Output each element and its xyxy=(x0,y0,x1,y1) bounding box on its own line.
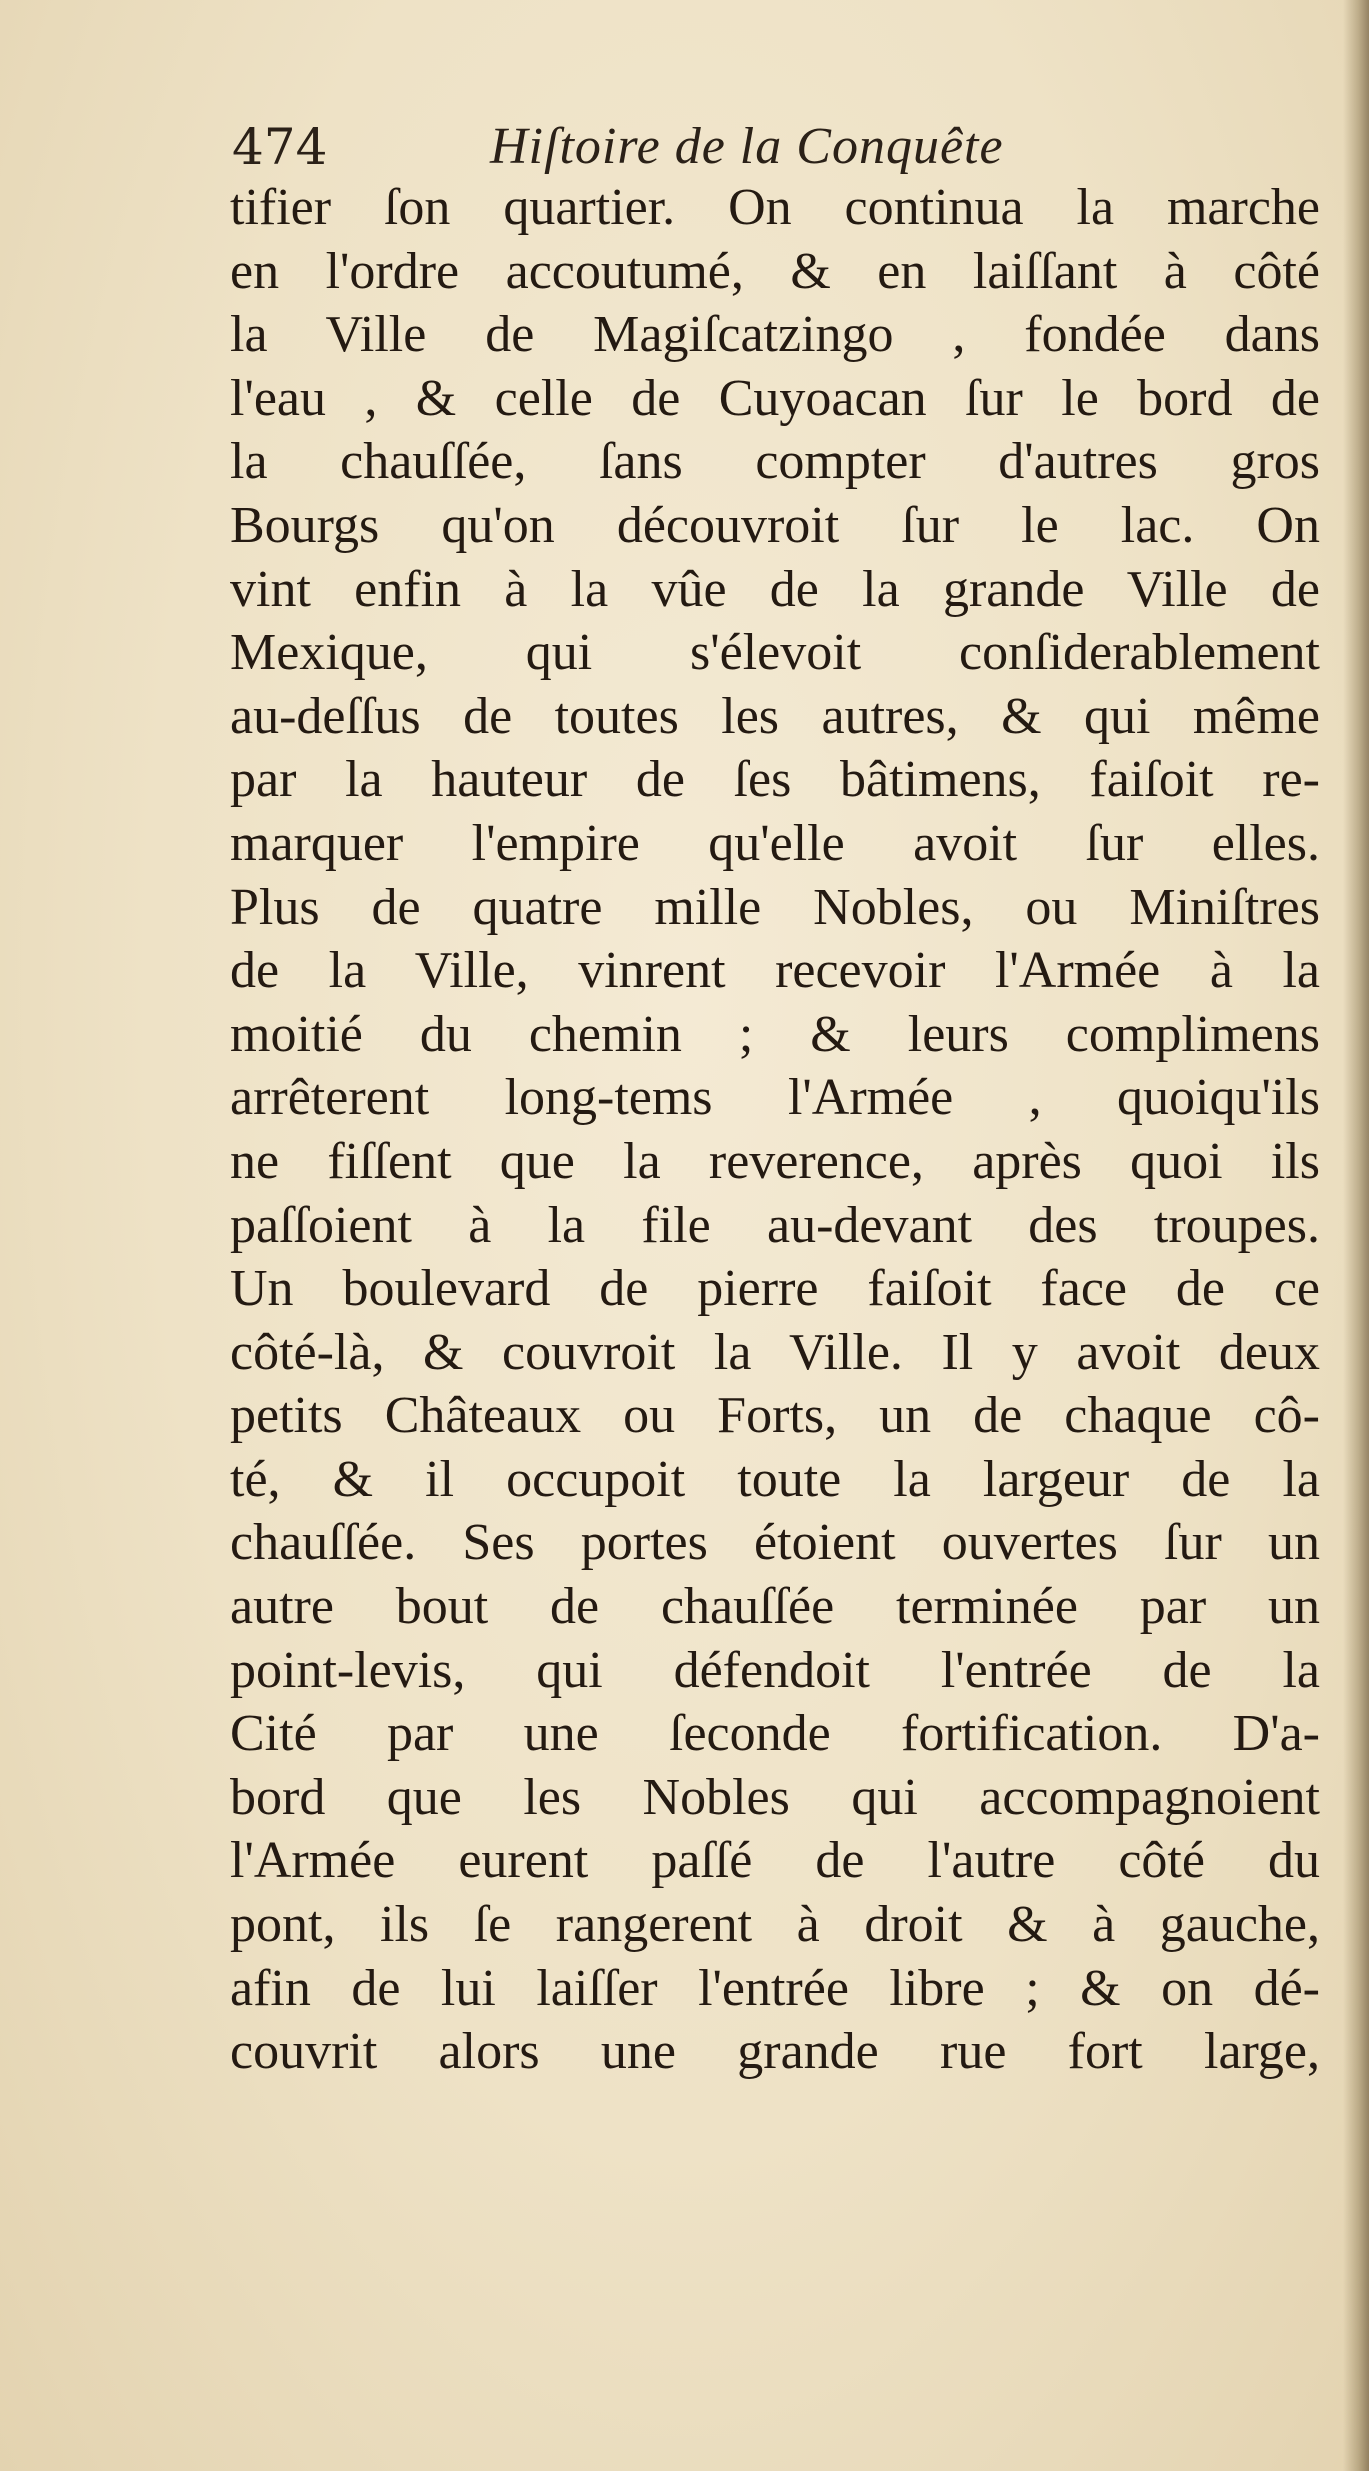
text-line: point-levis, qui défendoit l'entrée de la xyxy=(230,1641,1320,1699)
text-line: pont, ils ſe rangerent à droit & à gauche, xyxy=(230,1896,1320,1954)
running-title: Hiſtoire de la Conquête xyxy=(490,118,1004,175)
text-line: afin de lui laiſſer l'entrée libre ; & on dé- xyxy=(230,1959,1320,2017)
text-line: Un boulevard de pierre faiſoit face de ce xyxy=(230,1260,1320,1318)
text-line: Plus de quatre mille Nobles, ou Miniſtres xyxy=(230,878,1320,936)
text-line: l'eau , & celle de Cuyoacan ſur le bord de xyxy=(230,369,1320,427)
text-line: Cité par une ſeconde fortification. D'a- xyxy=(230,1705,1320,1763)
text-line: Bourgs qu'on découvroit ſur le lac. On xyxy=(230,496,1320,554)
text-line: paſſoient à la file au-devant des troupes. xyxy=(230,1196,1320,1254)
text-line: bord que les Nobles qui accompagnoient xyxy=(230,1768,1320,1826)
text-line: l'Armée eurent paſſé de l'autre côté du xyxy=(230,1832,1320,1890)
text-line: la chauſſée, ſans compter d'autres gros xyxy=(230,433,1320,491)
text-line: chauſſée. Ses portes étoient ouvertes ſur un xyxy=(230,1514,1320,1572)
text-line: couvrit alors une grande rue fort large, xyxy=(230,2023,1320,2081)
text-line: ne fiſſent que la reverence, après quoi ils xyxy=(230,1132,1320,1190)
text-line: côté-là, & couvroit la Ville. Il y avoit deux xyxy=(230,1323,1320,1381)
text-line: té, & il occupoit toute la largeur de la xyxy=(230,1450,1320,1508)
text-line: par la hauteur de ſes bâtimens, faiſoit re- xyxy=(230,751,1320,809)
text-line: Mexique, qui s'élevoit conſiderablement xyxy=(230,624,1320,682)
text-line: petits Châteaux ou Forts, un de chaque cô- xyxy=(230,1387,1320,1445)
text-line: vint enfin à la vûe de la grande Ville de xyxy=(230,560,1320,618)
text-line: tifier ſon quartier. On continua la marche xyxy=(230,179,1320,236)
body-text xyxy=(230,176,1320,2084)
text-line: moitié du chemin ; & leurs complimens xyxy=(230,1005,1320,1063)
page-number: 474 xyxy=(232,118,328,176)
page-header xyxy=(232,112,1132,182)
text-line: autre bout de chauſſée terminée par un xyxy=(230,1578,1320,1636)
text-line: marquer l'empire qu'elle avoit ſur elles. xyxy=(230,814,1320,872)
text-line: de la Ville, vinrent recevoir l'Armée à la xyxy=(230,942,1320,1000)
text-line: arrêterent long-tems l'Armée , quoiqu'ils xyxy=(230,1069,1320,1127)
page-edge-shadow xyxy=(1343,0,1369,2471)
text-line: en l'ordre accoutumé, & en laiſſant à côté xyxy=(230,242,1320,300)
text-line: la Ville de Magiſcatzingo , fondée dans xyxy=(230,306,1320,364)
text-line: au-deſſus de toutes les autres, & qui même xyxy=(230,687,1320,745)
